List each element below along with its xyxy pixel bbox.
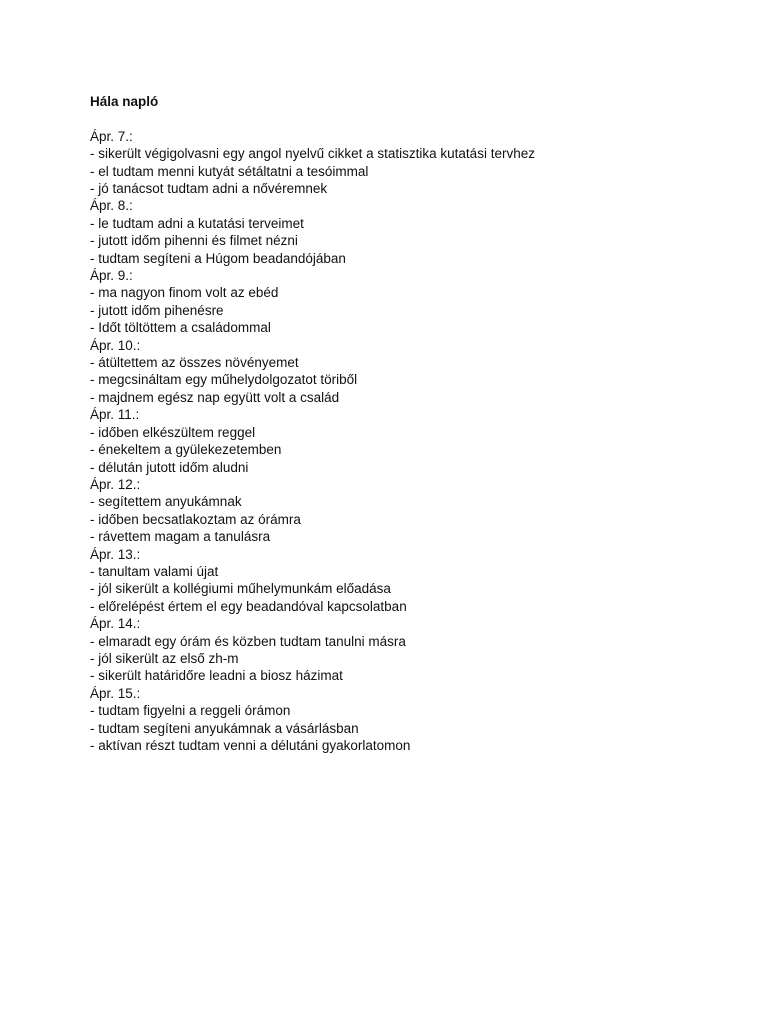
entry-item: - Időt töltöttem a családommal bbox=[90, 320, 271, 336]
journal-entry bbox=[90, 267, 730, 337]
entry-item: - délután jutott időm aludni bbox=[90, 459, 249, 475]
entry-item: - időben becsatlakoztam az órámra bbox=[90, 511, 301, 527]
journal-entries bbox=[90, 128, 730, 755]
entry-item: - jól sikerült a kollégiumi műhelymunkám előadása bbox=[90, 581, 391, 597]
entry-date: Ápr. 8.: bbox=[90, 198, 133, 214]
entry-date: Ápr. 9.: bbox=[90, 268, 133, 284]
entry-date: Ápr. 11.: bbox=[90, 407, 140, 423]
journal-entry bbox=[90, 128, 730, 198]
entry-item: - rávettem magam a tanulásra bbox=[90, 529, 271, 545]
blank-line bbox=[90, 110, 730, 127]
journal-entry bbox=[90, 615, 730, 685]
entry-item: - tudtam segíteni anyukámnak a vásárlásban bbox=[90, 720, 359, 736]
entry-item: - átültettem az összes növényemet bbox=[90, 355, 299, 371]
entry-item: - előrelépést értem el egy beadandóval kapcsolatban bbox=[90, 598, 407, 614]
entry-item: - megcsináltam egy műhelydolgozatot töriből bbox=[90, 372, 358, 388]
entry-item: - sikerült határidőre leadni a biosz házimat bbox=[90, 668, 343, 684]
entry-item: - segítettem anyukámnak bbox=[90, 494, 242, 510]
entry-item: - ma nagyon finom volt az ebéd bbox=[90, 285, 279, 301]
entry-item: - jól sikerült az első zh-m bbox=[90, 650, 239, 666]
document-title: Hála napló bbox=[90, 94, 159, 109]
entry-date: Ápr. 10.: bbox=[90, 337, 141, 353]
entry-date: Ápr. 14.: bbox=[90, 616, 141, 632]
entry-date: Ápr. 7.: bbox=[90, 128, 133, 144]
journal-entry bbox=[90, 406, 730, 476]
journal-entry bbox=[90, 197, 730, 267]
entry-item: - időben elkészültem reggel bbox=[90, 424, 256, 440]
entry-item: - jutott időm pihenni és filmet nézni bbox=[90, 233, 298, 249]
entry-item: - aktívan részt tudtam venni a délutáni gyakorlatomon bbox=[90, 738, 411, 753]
entry-item: - el tudtam menni kutyát sétáltatni a tesóimmal bbox=[90, 163, 369, 179]
entry-item: - jó tanácsot tudtam adni a nővéremnek bbox=[90, 181, 328, 196]
journal-entry bbox=[90, 476, 730, 546]
entry-item: - sikerült végigolvasni egy angol nyelvű cikket a statisztika kutatási tervhez bbox=[90, 146, 535, 162]
entry-item: - énekeltem a gyülekezetemben bbox=[90, 442, 282, 458]
entry-item: - le tudtam adni a kutatási terveimet bbox=[90, 215, 304, 231]
entry-date: Ápr. 15.: bbox=[90, 685, 141, 701]
entry-date: Ápr. 13.: bbox=[90, 546, 141, 562]
entry-item: - elmaradt egy órám és közben tudtam tanulni másra bbox=[90, 633, 406, 649]
document-body bbox=[90, 93, 730, 754]
journal-entry bbox=[90, 337, 730, 407]
entry-item: - jutott időm pihenésre bbox=[90, 302, 224, 318]
entry-item: - majdnem egész nap együtt volt a család bbox=[90, 389, 340, 405]
entry-item: - tudtam figyelni a reggeli órámon bbox=[90, 703, 291, 719]
entry-item: - tanultam valami újat bbox=[90, 563, 219, 579]
journal-entry bbox=[90, 546, 730, 616]
entry-item: - tudtam segíteni a Húgom beadandójában bbox=[90, 250, 346, 266]
entry-date: Ápr. 12.: bbox=[90, 476, 141, 492]
journal-entry bbox=[90, 685, 730, 755]
